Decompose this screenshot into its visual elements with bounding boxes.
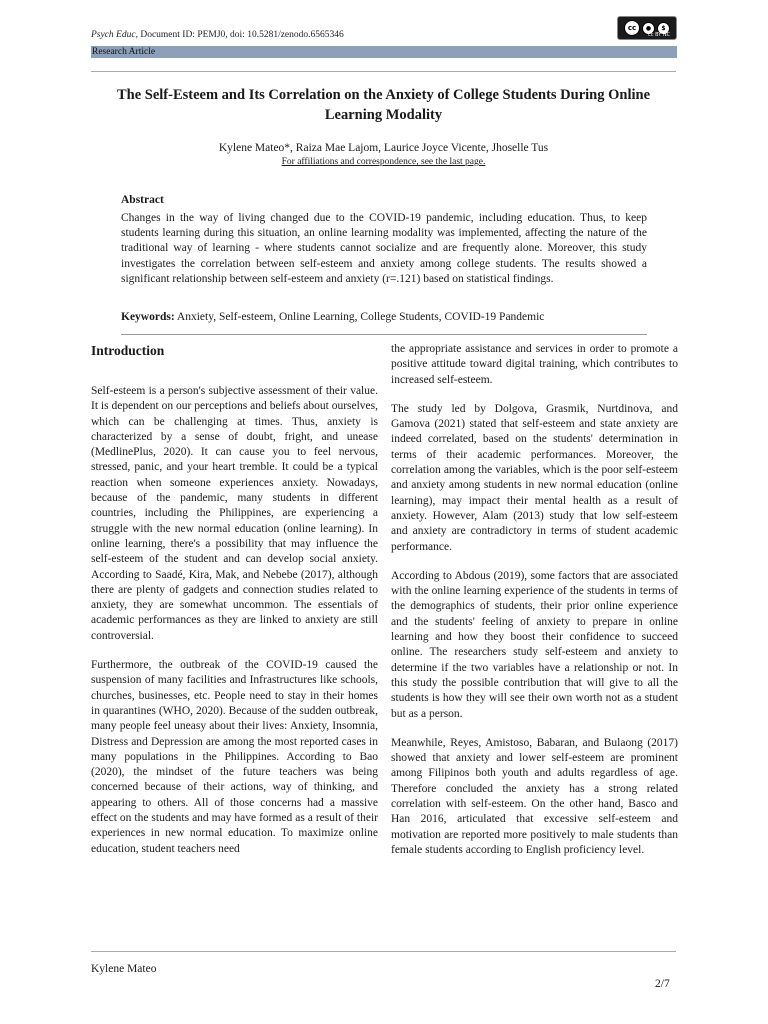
abstract-divider xyxy=(121,334,647,335)
keywords-line xyxy=(121,311,647,323)
abstract-text: Changes in the way of living changed due to the COVID-19 pandemic, including education. Thus, to keep students learning during this situation, an online learning modality was implemented, affecting the nature of the traditional way of learning - where students cannot socialize and are frequently alone. Moreover, this study investigates the correlation between self-esteem and anxiety among college students. The results showed a significant relationship between self-esteem and anxiety (r=.121) based on statistical findings. xyxy=(121,212,647,285)
keywords-list: Anxiety, Self-esteem, Online Learning, College Students, COVID-19 Pandemic xyxy=(174,311,545,323)
author-list: Kylene Mateo*, Raiza Mae Lajom, Laurice Joyce Vicente, Jhoselle Tus xyxy=(218,142,549,154)
cc-icon: cc xyxy=(624,20,640,36)
keywords-label: Keywords: xyxy=(121,311,175,323)
section-heading-introduction: Introduction xyxy=(91,343,165,358)
paragraph: The study led by Dolgova, Grasmik, Nurtdinova, and Gamova (2021) stated that self-esteem and state anxiety are indeed correlated, based on the students' determination in terms of their academic performances. Moreover, the correlation among the variables, which is the poor self-esteem and anxiety among students in new normal education (online learning), may impact their mental health as a result of anxiety. However, Alam (2013) study that low self-esteem and anxiety are contradictory in terms of student academic performance. xyxy=(391,402,678,553)
journal-name: Psych Educ xyxy=(91,30,136,40)
article-type-bar: Research Article xyxy=(91,46,677,58)
paragraph: According to Abdous (2019), some factors that are associated with the online learning experience of the students in terms of the demographics of students, their prior online experience and the students' feeling of anxiety to prepare in online learning and how they boost their confidence to succeed online. The researchers study self-esteem and anxiety to determine if the two variables have a relationship or not. In this study the possible contribution that will give to all the students is how they will see their own worth not as a student but as a person. xyxy=(391,569,678,720)
right-column xyxy=(391,342,678,872)
footer-divider xyxy=(91,951,676,952)
paragraph: the appropriate assistance and services in order to promote a positive attitude toward digital training, which contributes to increased self-esteem. xyxy=(391,343,678,386)
journal-citation xyxy=(91,30,344,40)
by-icon: ● xyxy=(642,22,655,35)
document-id: , Document ID: PEMJ0, doi: 10.5281/zenodo.6565346 xyxy=(135,30,344,40)
header-divider xyxy=(91,71,676,72)
paragraph: Furthermore, the outbreak of the COVID-19 caused the suspension of many facilities and Infrastructures like schools, churches, businesses, etc. People need to stay in their homes in quarantines (WHO, 2020). Because of the sudden outbreak, many people feel uneasy about their lives: Anxiety, Insomnia, Distress and Depression are among the most reported cases in many populations in the Philippines. According to Bao (2020), the mindset of the future teachers was being concerned because of their actions, way of thinking, and appearing to others. All of those concerns had a massive effect on the students and may have formed as a result of their experiences in new normal education. To maximize online education, student teachers need xyxy=(91,659,378,855)
abstract-heading: Abstract xyxy=(121,194,164,206)
footer-author: Kylene Mateo xyxy=(91,963,157,975)
nc-icon: $ xyxy=(657,22,670,35)
paragraph: Self-esteem is a person's subjective assessment of their value. It is dependent on our perceptions and beliefs about ourselves, which can be challenging at times. Thus, anxiety is characterized by a sense of doubt, fright, and unease (MedlinePlus, 2020). It can cause you to feel nervous, stressed, panic, and your heart tremble. It could be a typical reaction when someone experiences anxiety. Nowadays, because of the pandemic, many students in different countries, including the Philippines, are experiencing a struggle with the new normal education (online learning). In online learning, there's a possibility that may influence the self-esteem of the student and can develop social anxiety. According to Saadé, Kira, Mak, and Nebebe (2017), although there are plenty of gadgets and connection studies related to anxiety, they are somewhat uncommon. The essentials of academic performances as they are linked to anxiety are still controversial. xyxy=(91,385,378,642)
page-number: 2/7 xyxy=(655,978,670,990)
paragraph: Meanwhile, Reyes, Amistoso, Babaran, and Bulaong (2017) showed that anxiety and lower self-esteem are prominent among Filipinos both youth and adults regardless of age. Therefore concluded the anxiety has a strong related correlation with self-esteem. On the other hand, Basco and Han 2016, articulated that excessive self-esteem and motivation are reported more positively to male students than female students according to English proficiency level. xyxy=(391,736,678,856)
license-text: cc BY NC xyxy=(648,32,671,38)
left-column xyxy=(91,384,378,871)
affiliation-link[interactable]: For affiliations and correspondence, see the last page. xyxy=(281,157,486,167)
license-badge xyxy=(617,16,677,40)
paper-title: The Self-Esteem and Its Correlation on the Anxiety of College Students During Online Learning Modality xyxy=(116,87,651,123)
